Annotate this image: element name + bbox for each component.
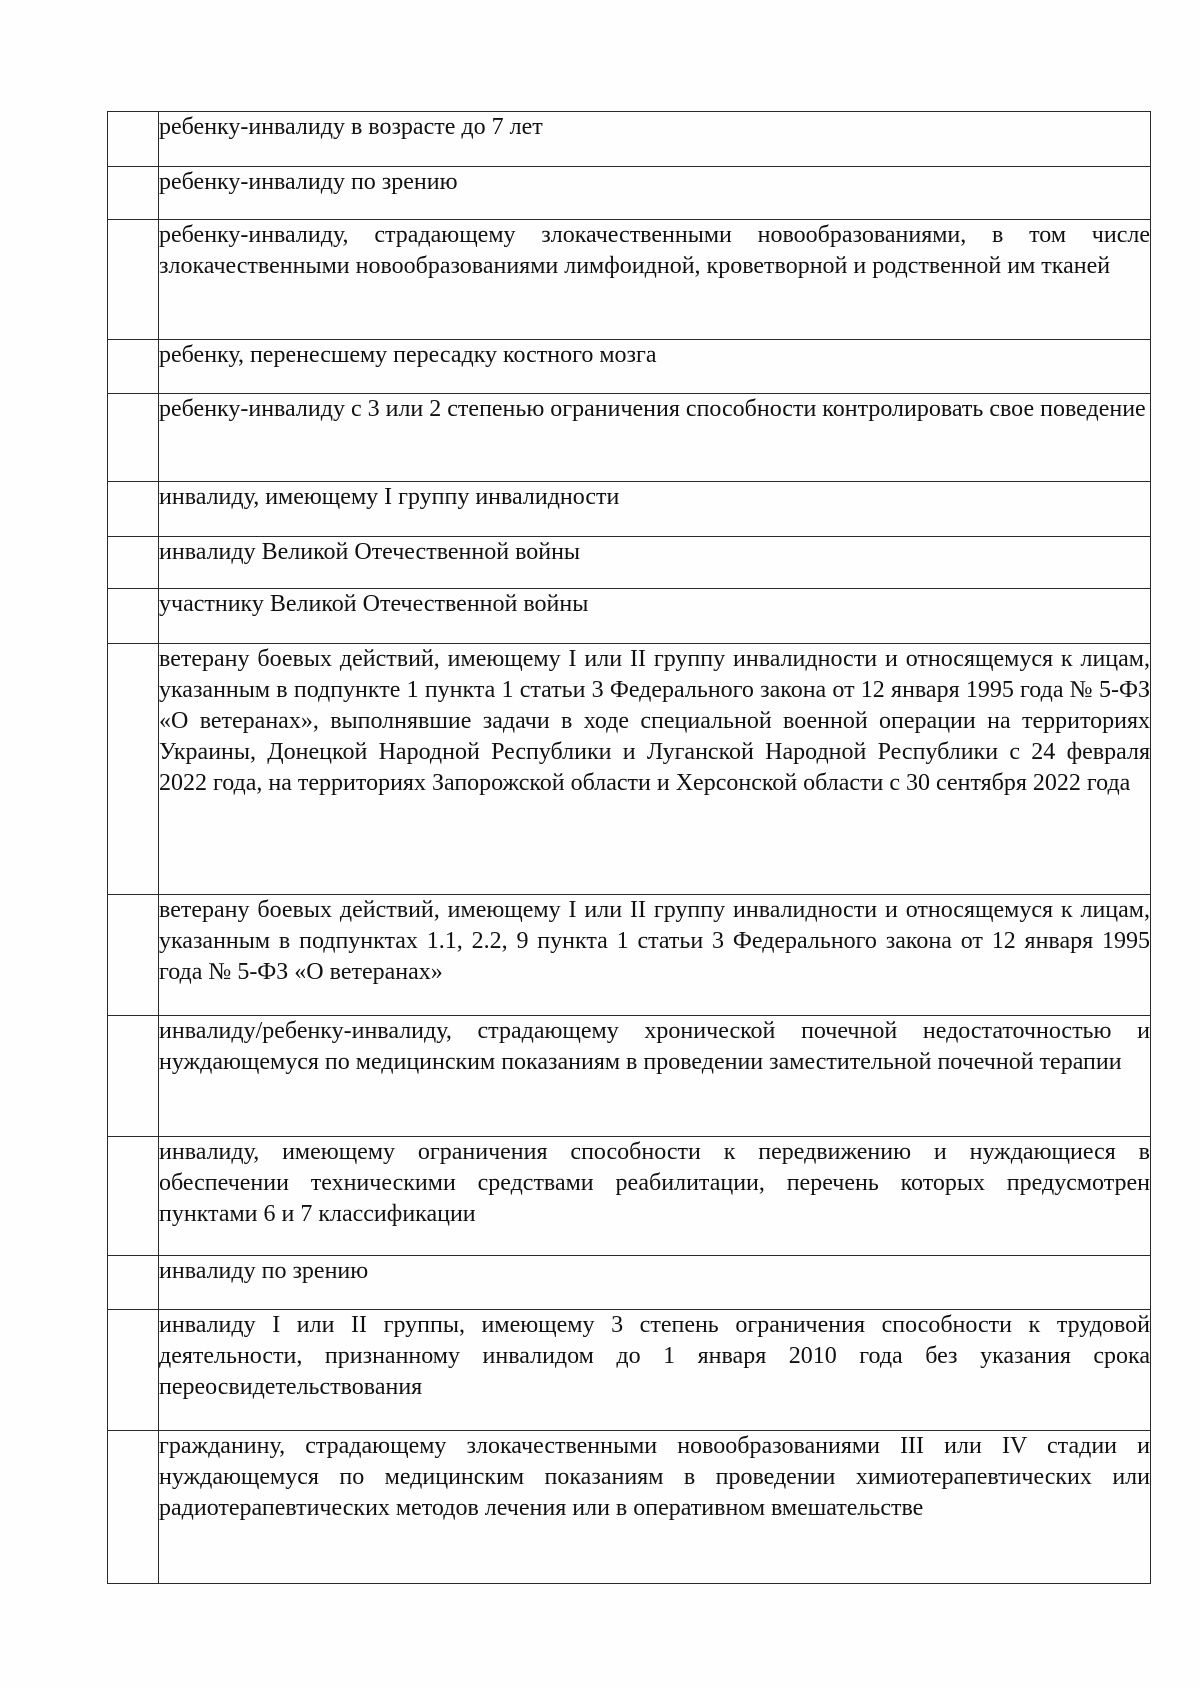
row-number-cell: [108, 589, 159, 644]
row-text-cell: инвалиду по зрению: [159, 1256, 1151, 1310]
row-number-cell: [108, 340, 159, 394]
table-row: [108, 112, 1151, 167]
table-row: [108, 895, 1151, 1016]
row-text-cell: ребенку-инвалиду по зрению: [159, 167, 1151, 220]
row-text-cell: ветерану боевых действий, имеющему I или II группу инвалидности и относящемуся к лицам, указанным в подпунктах 1.1, 2.2, 9 пункта 1 статьи 3 Федерального закона от 12 января 1995 года № 5-ФЗ «О ветеранах»: [159, 895, 1151, 1016]
table-row: [108, 1431, 1151, 1584]
row-text-cell: инвалиду, имеющему ограничения способности к передвижению и нуждающиеся в обеспечении техническими средствами реабилитации, перечень которых предусмотрен пунктами 6 и 7 классификации: [159, 1137, 1151, 1256]
table-row: [108, 167, 1151, 220]
table-row: [108, 394, 1151, 482]
table-row: [108, 589, 1151, 644]
row-number-cell: [108, 1431, 159, 1584]
row-text-cell: гражданину, страдающему злокачественными новообразованиями III или IV стадии и нуждающемуся по медицинским показаниям в проведении химиотерапевтических или радиотерапевтических методов лечения или в оперативном вмешательстве: [159, 1431, 1151, 1584]
row-number-cell: [108, 1310, 159, 1431]
row-text-cell: ребенку, перенесшему пересадку костного мозга: [159, 340, 1151, 394]
row-number-cell: [108, 112, 159, 167]
table-row: [108, 220, 1151, 340]
row-number-cell: [108, 1016, 159, 1137]
row-text-cell: инвалиду I или II группы, имеющему 3 степень ограничения способности к трудовой деятельности, признанному инвалидом до 1 января 2010 года без указания срока переосвидетельствования: [159, 1310, 1151, 1431]
row-number-cell: [108, 1256, 159, 1310]
row-text-cell: ребенку-инвалиду с 3 или 2 степенью ограничения способности контролировать свое поведение: [159, 394, 1151, 482]
row-number-cell: [108, 1137, 159, 1256]
table-row: [108, 1016, 1151, 1137]
benefits-table: [107, 111, 1151, 1584]
row-text-cell: ребенку-инвалиду в возрасте до 7 лет: [159, 112, 1151, 167]
row-number-cell: [108, 895, 159, 1016]
row-number-cell: [108, 537, 159, 589]
table-row: [108, 482, 1151, 537]
row-number-cell: [108, 394, 159, 482]
row-text-cell: ветерану боевых действий, имеющему I или II группу инвалидности и относящемуся к лицам, указанным в подпункте 1 пункта 1 статьи 3 Федерального закона от 12 января 1995 года № 5-ФЗ «О ветеранах», выполнявшие задачи в ходе специальной военной операции на территориях Украины, Донецкой Народной Республики и Луганской Народной Республики с 24 февраля 2022 года, на территориях Запорожской области и Херсонской области с 30 сентября 2022 года: [159, 644, 1151, 895]
row-number-cell: [108, 482, 159, 537]
row-text-cell: инвалиду Великой Отечественной войны: [159, 537, 1151, 589]
table-row: [108, 1256, 1151, 1310]
table-row: [108, 1137, 1151, 1256]
row-number-cell: [108, 167, 159, 220]
row-text-cell: инвалиду/ребенку-инвалиду, страдающему хронической почечной недостаточностью и нуждающемуся по медицинским показаниям в проведении заместительной почечной терапии: [159, 1016, 1151, 1137]
table-row: [108, 644, 1151, 895]
table-body: [108, 112, 1151, 1584]
table-row: [108, 537, 1151, 589]
row-number-cell: [108, 644, 159, 895]
table-row: [108, 340, 1151, 394]
row-number-cell: [108, 220, 159, 340]
row-text-cell: участнику Великой Отечественной войны: [159, 589, 1151, 644]
row-text-cell: инвалиду, имеющему I группу инвалидности: [159, 482, 1151, 537]
row-text-cell: ребенку-инвалиду, страдающему злокачественными новообразованиями, в том числе злокачественными новообразованиями лимфоидной, кроветворной и родственной им тканей: [159, 220, 1151, 340]
table-row: [108, 1310, 1151, 1431]
